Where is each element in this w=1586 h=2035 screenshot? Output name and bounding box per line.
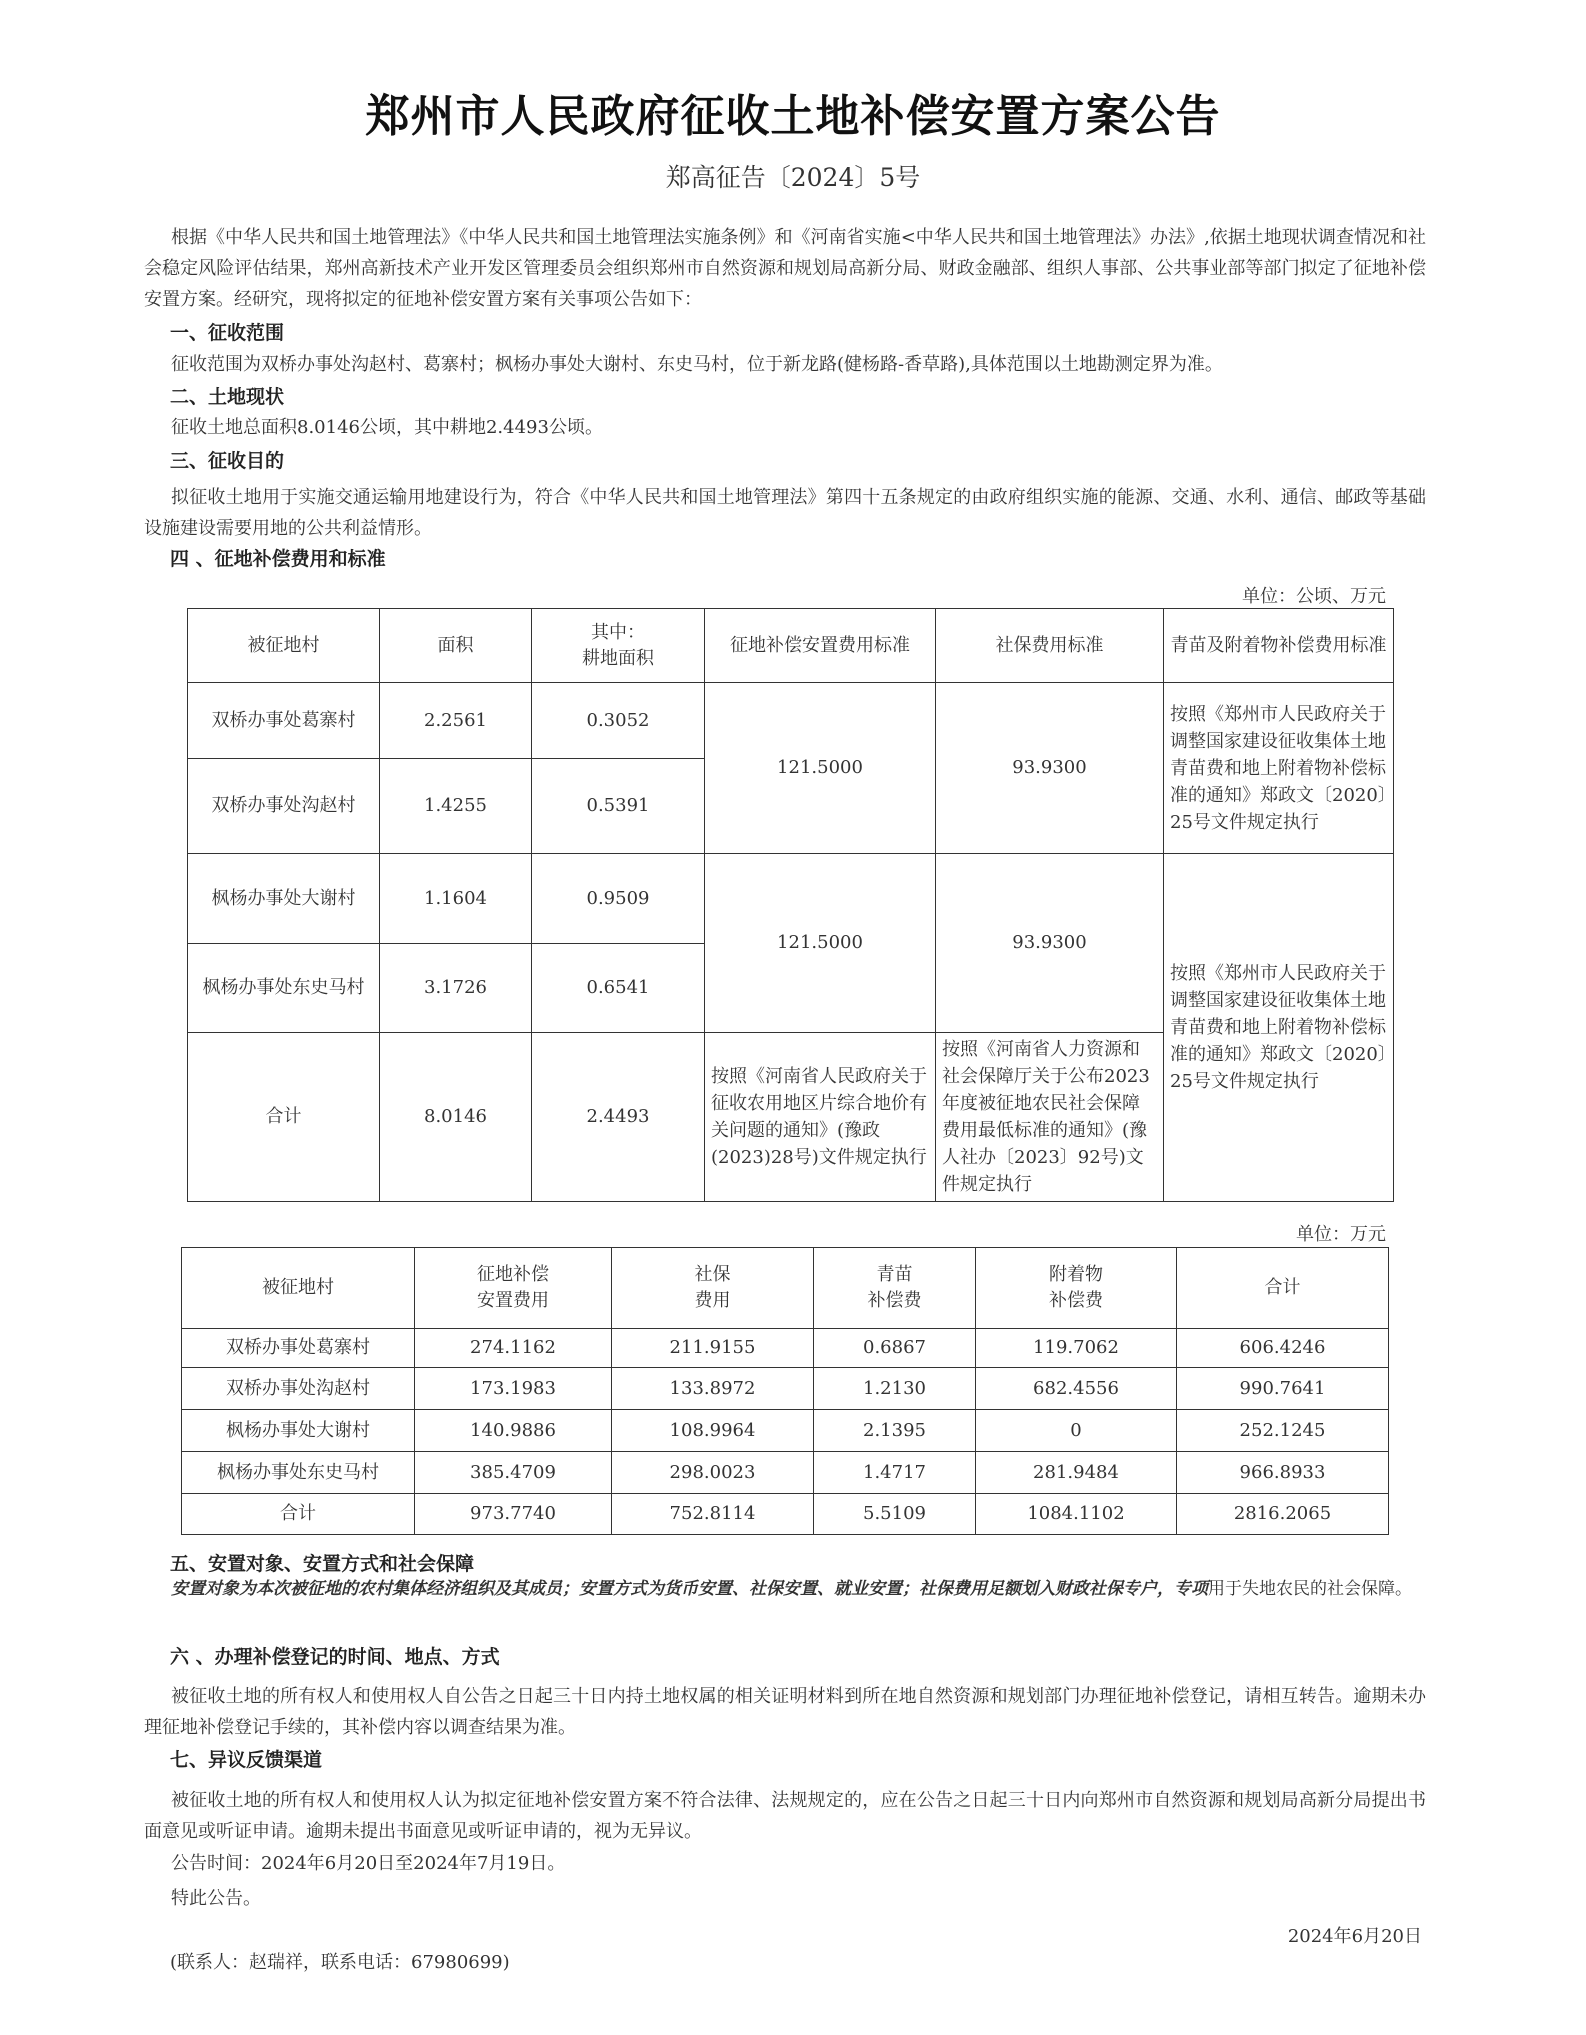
area-cell: 1.4255 <box>380 759 532 854</box>
value-cell: 606.4246 <box>1177 1329 1389 1368</box>
section-5-text <box>144 1574 1426 1605</box>
farmland-cell: 0.9509 <box>532 854 705 944</box>
total-label-cell: 合计 <box>188 1033 380 1202</box>
section-4-heading: 四 、征地补偿费用和标准 <box>170 548 386 570</box>
value-cell: 119.7062 <box>976 1329 1177 1368</box>
social-standard-cell: 93.9300 <box>936 683 1164 854</box>
village-cell: 双桥办事处沟赵村 <box>182 1368 415 1410</box>
issue-date: 2024年6月20日 <box>1287 1926 1422 1947</box>
header-cell: 征地补偿安置费用标准 <box>705 609 936 683</box>
value-cell: 752.8114 <box>612 1494 814 1535</box>
header-cell: 社保 费用 <box>612 1248 814 1329</box>
header-cell: 合计 <box>1177 1248 1389 1329</box>
comp-standard-cell: 121.5000 <box>705 683 936 854</box>
value-cell: 0 <box>976 1410 1177 1452</box>
crop-standard-cell: 按照《郑州市人民政府关于调整国家建设征收集体土地青苗费和地上附着物补偿标准的通知》郑政文〔2020〕25号文件规定执行 <box>1164 854 1394 1202</box>
social-basis-cell: 按照《河南省人力资源和社会保障厅关于公布2023年度被征地农民社会保障费用最低标准的通知》(豫人社办〔2023〕92号)文件规定执行 <box>936 1033 1164 1202</box>
area-cell: 3.1726 <box>380 944 532 1033</box>
village-cell: 枫杨办事处东史马村 <box>188 944 380 1033</box>
value-cell: 252.1245 <box>1177 1410 1389 1452</box>
table2-unit: 单位：万元 <box>1296 1224 1386 1245</box>
section-5-bold-text: 安置对象为本次被征地的农村集体经济组织及其成员；安置方式为货币安置、社保安置、就业安置；社保费用足额划入财政社保专户，专项 <box>171 1579 1208 1599</box>
value-cell: 1.2130 <box>814 1368 976 1410</box>
farmland-cell: 0.6541 <box>532 944 705 1033</box>
value-cell: 133.8972 <box>612 1368 814 1410</box>
crop-standard-cell: 按照《郑州市人民政府关于调整国家建设征收集体土地青苗费和地上附着物补偿标准的通知》郑政文〔2020〕25号文件规定执行 <box>1164 683 1394 854</box>
village-cell: 枫杨办事处东史马村 <box>182 1452 415 1494</box>
area-total-cell: 8.0146 <box>380 1033 532 1202</box>
table-row <box>182 1329 1389 1368</box>
area-cell: 1.1604 <box>380 854 532 944</box>
section-6-heading: 六 、办理补偿登记的时间、地点、方式 <box>170 1646 500 1668</box>
value-cell: 211.9155 <box>612 1329 814 1368</box>
farmland-cell: 0.3052 <box>532 683 705 759</box>
header-cell: 被征地村 <box>188 609 380 683</box>
page-title: 郑州市人民政府征收土地补偿安置方案公告 <box>365 91 1221 142</box>
value-cell: 990.7641 <box>1177 1368 1389 1410</box>
table-row <box>182 1368 1389 1410</box>
announcement-period: 公告时间：2024年6月20日至2024年7月19日。 <box>171 1853 566 1874</box>
table-row <box>188 854 1394 944</box>
header-cell: 被征地村 <box>182 1248 415 1329</box>
header-cell: 青苗及附着物补偿费用标准 <box>1164 609 1394 683</box>
value-cell: 682.4556 <box>976 1368 1177 1410</box>
section-2-heading: 二、土地现状 <box>170 386 285 408</box>
village-cell: 枫杨办事处大谢村 <box>188 854 380 944</box>
comp-basis-cell: 按照《河南省人民政府关于征收农用地区片综合地价有关问题的通知》(豫政(2023)28号)文件规定执行 <box>705 1033 936 1202</box>
section-1-text: 征收范围为双桥办事处沟赵村、葛寨村；枫杨办事处大谢村、东史马村，位于新龙路(健杨路-香草路),具体范围以土地勘测定界为准。 <box>171 354 1223 375</box>
section-6-text: 被征收土地的所有权人和使用权人自公告之日起三十日内持土地权属的相关证明材料到所在地自然资源和规划部门办理征地补偿登记，请相互转告。逾期未办理征地补偿登记手续的，其补偿内容以调查结果为准。 <box>144 1686 1426 1738</box>
village-cell: 枫杨办事处大谢村 <box>182 1410 415 1452</box>
header-cell: 社保费用标准 <box>936 609 1164 683</box>
table-header-row <box>188 609 1394 683</box>
value-cell: 385.4709 <box>415 1452 612 1494</box>
standards-table <box>187 608 1394 1202</box>
section-5-heading: 五、安置对象、安置方式和社会保障 <box>170 1553 475 1575</box>
table-row <box>182 1452 1389 1494</box>
village-cell: 双桥办事处葛寨村 <box>182 1329 415 1368</box>
header-cell: 青苗 补偿费 <box>814 1248 976 1329</box>
value-cell: 108.9964 <box>612 1410 814 1452</box>
value-cell: 140.9886 <box>415 1410 612 1452</box>
cost-table <box>181 1247 1389 1535</box>
section-7-heading: 七、异议反馈渠道 <box>170 1749 323 1771</box>
village-cell: 双桥办事处沟赵村 <box>188 759 380 854</box>
value-cell: 1.4717 <box>814 1452 976 1494</box>
farmland-total-cell: 2.4493 <box>532 1033 705 1202</box>
table-row <box>188 683 1394 759</box>
value-cell: 973.7740 <box>415 1494 612 1535</box>
section-2-text: 征收土地总面积8.0146公顷，其中耕地2.4493公顷。 <box>171 417 603 438</box>
header-cell: 其中： 耕地面积 <box>532 609 705 683</box>
header-cell: 面积 <box>380 609 532 683</box>
farmland-cell: 0.5391 <box>532 759 705 854</box>
section-1-heading: 一、征收范围 <box>170 322 285 344</box>
section-7-text: 被征收土地的所有权人和使用权人认为拟定征地补偿安置方案不符合法律、法规规定的，应在公告之日起三十日内向郑州市自然资源和规划局高新分局提出书面意见或听证申请。逾期未提出书面意见或听证申请的，视为无异议。 <box>144 1790 1426 1842</box>
value-cell: 0.6867 <box>814 1329 976 1368</box>
section-3-text: 拟征收土地用于实施交通运输用地建设行为，符合《中华人民共和国土地管理法》第四十五条规定的由政府组织实施的能源、交通、水利、通信、邮政等基础设施建设需要用地的公共利益情形。 <box>144 487 1426 539</box>
intro-paragraph: 根据《中华人民共和国土地管理法》《中华人民共和国土地管理法实施条例》和《河南省实施<中华人民共和国土地管理法》办法》,依据土地现状调查情况和社会稳定风险评估结果，郑州高新技术产业开发区管理委员会组织郑州市自然资源和规划局高新分局、财政金融部、组织人事部、公共事业部等部门拟定了征地补偿安置方案。经研究，现将拟定的征地补偿安置方案有关事项公告如下： <box>144 227 1426 310</box>
document-number: 郑高征告〔2024〕5号 <box>665 163 921 192</box>
section-3-heading: 三、征收目的 <box>170 450 285 472</box>
village-cell: 合计 <box>182 1494 415 1535</box>
value-cell: 173.1983 <box>415 1368 612 1410</box>
header-cell: 征地补偿 安置费用 <box>415 1248 612 1329</box>
value-cell: 1084.1102 <box>976 1494 1177 1535</box>
value-cell: 966.8933 <box>1177 1452 1389 1494</box>
section-5-rest-text: 用于失地农民的社会保障。 <box>1208 1579 1412 1599</box>
table-total-row <box>182 1494 1389 1535</box>
value-cell: 2.1395 <box>814 1410 976 1452</box>
closing-text: 特此公告。 <box>171 1888 261 1909</box>
table-header-row <box>182 1248 1389 1329</box>
contact-info: (联系人：赵瑞祥，联系电话：67980699) <box>170 1952 510 1973</box>
value-cell: 274.1162 <box>415 1329 612 1368</box>
table1-unit: 单位：公顷、万元 <box>1242 586 1386 607</box>
table-row <box>182 1410 1389 1452</box>
area-cell: 2.2561 <box>380 683 532 759</box>
value-cell: 2816.2065 <box>1177 1494 1389 1535</box>
value-cell: 5.5109 <box>814 1494 976 1535</box>
value-cell: 281.9484 <box>976 1452 1177 1494</box>
comp-standard-cell: 121.5000 <box>705 854 936 1033</box>
village-cell: 双桥办事处葛寨村 <box>188 683 380 759</box>
social-standard-cell: 93.9300 <box>936 854 1164 1033</box>
header-cell: 附着物 补偿费 <box>976 1248 1177 1329</box>
value-cell: 298.0023 <box>612 1452 814 1494</box>
